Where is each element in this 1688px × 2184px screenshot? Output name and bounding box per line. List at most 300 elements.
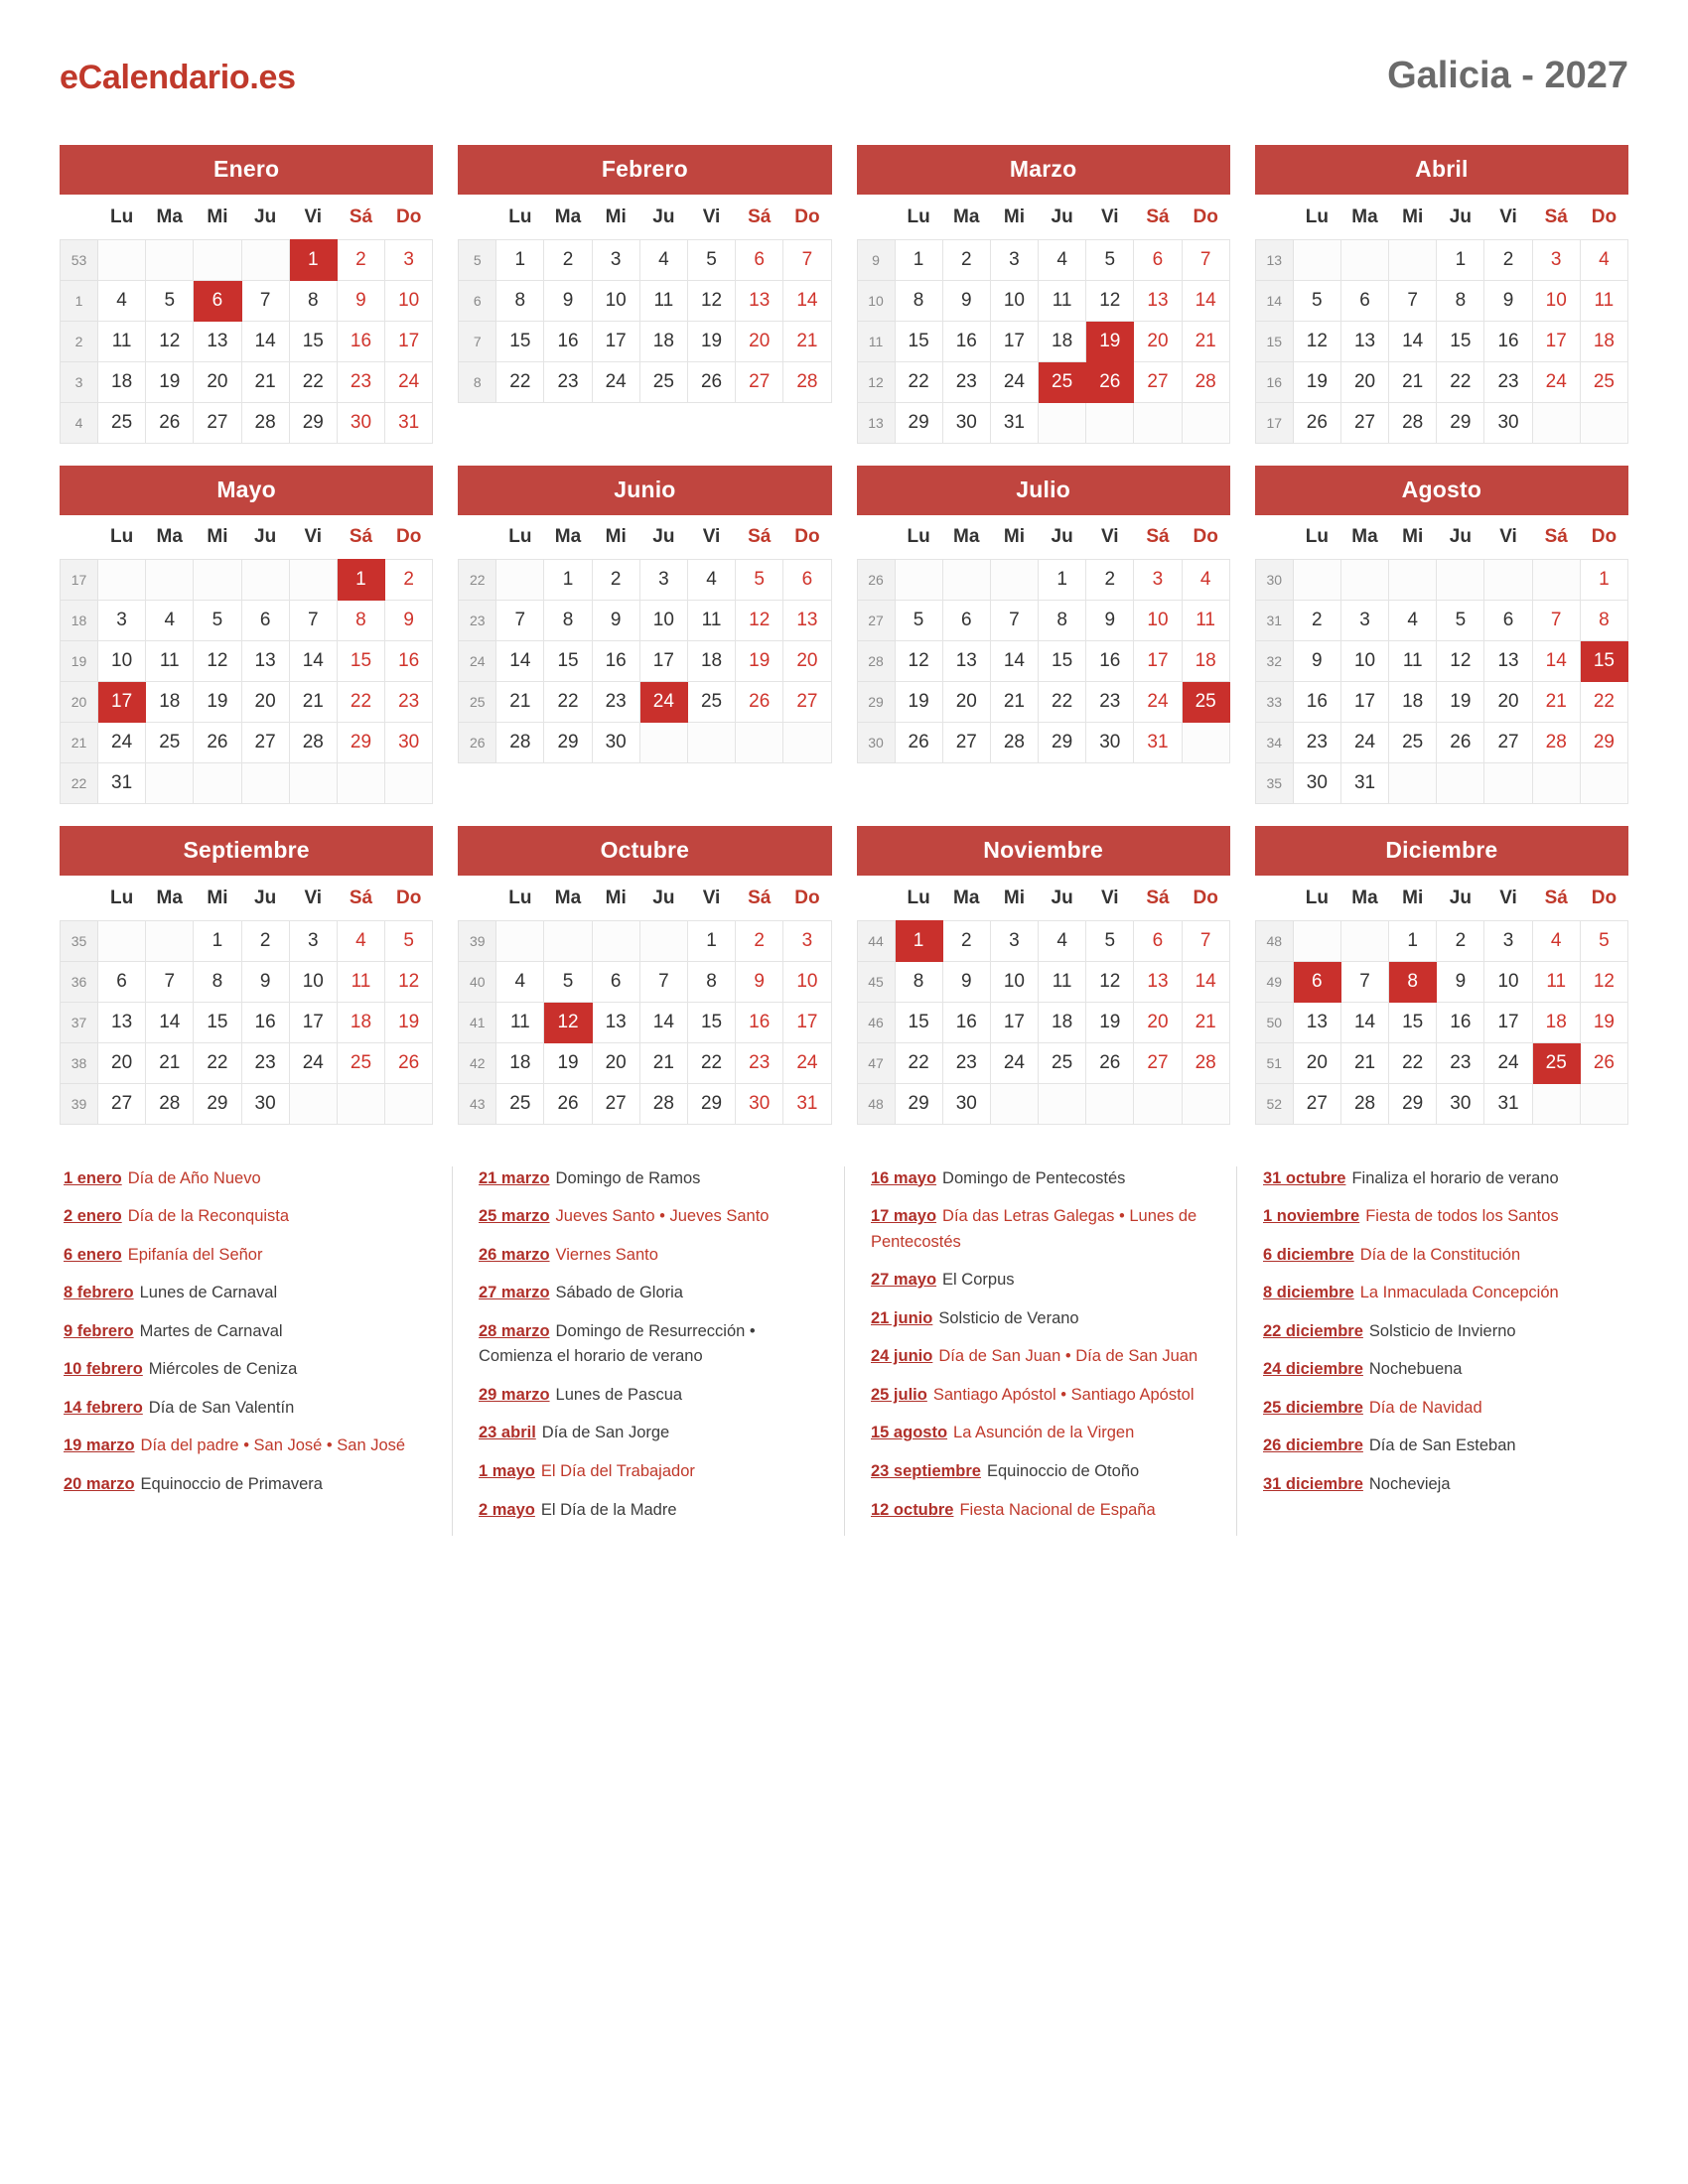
day-cell[interactable]: 22 (544, 682, 592, 723)
day-cell[interactable]: 14 (783, 280, 831, 321)
day-cell[interactable]: 1 (194, 920, 241, 961)
day-cell[interactable]: 11 (337, 961, 384, 1002)
day-cell[interactable]: 11 (496, 1002, 544, 1042)
day-cell[interactable]: 23 (1484, 361, 1532, 402)
day-cell[interactable]: 4 (496, 961, 544, 1002)
day-cell[interactable]: 30 (337, 402, 384, 443)
day-cell[interactable]: 21 (1389, 361, 1437, 402)
day-cell[interactable]: 12 (1086, 961, 1134, 1002)
day-cell[interactable]: 30 (736, 1083, 783, 1124)
day-cell[interactable]: 15 (1437, 321, 1484, 361)
day-cell[interactable]: 20 (736, 321, 783, 361)
day-cell[interactable]: 25 (1532, 1042, 1580, 1083)
day-cell[interactable]: 14 (1182, 280, 1229, 321)
day-cell[interactable]: 23 (544, 361, 592, 402)
day-cell[interactable]: 2 (1293, 601, 1340, 641)
day-cell[interactable]: 1 (687, 920, 735, 961)
day-cell[interactable]: 29 (544, 723, 592, 763)
day-cell[interactable]: 13 (1293, 1002, 1340, 1042)
day-cell[interactable]: 15 (544, 641, 592, 682)
holiday-date[interactable]: 21 junio (871, 1308, 933, 1327)
day-cell[interactable]: 28 (496, 723, 544, 763)
day-cell[interactable]: 20 (942, 682, 990, 723)
day-cell[interactable]: 31 (1134, 723, 1182, 763)
day-cell[interactable]: 8 (687, 961, 735, 1002)
day-cell[interactable]: 17 (98, 682, 146, 723)
day-cell[interactable]: 1 (1039, 560, 1086, 601)
day-cell[interactable]: 22 (895, 1042, 942, 1083)
day-cell[interactable]: 12 (1086, 280, 1134, 321)
day-cell[interactable]: 30 (1086, 723, 1134, 763)
day-cell[interactable]: 5 (385, 920, 433, 961)
day-cell[interactable]: 21 (1182, 1002, 1229, 1042)
day-cell[interactable]: 21 (1532, 682, 1580, 723)
day-cell[interactable]: 12 (385, 961, 433, 1002)
day-cell[interactable]: 6 (194, 280, 241, 321)
day-cell[interactable]: 7 (1532, 601, 1580, 641)
day-cell[interactable]: 2 (241, 920, 289, 961)
day-cell[interactable]: 5 (1293, 280, 1340, 321)
holiday-date[interactable]: 23 septiembre (871, 1462, 981, 1480)
day-cell[interactable]: 6 (942, 601, 990, 641)
day-cell[interactable]: 11 (1182, 601, 1229, 641)
day-cell[interactable]: 18 (1039, 321, 1086, 361)
day-cell[interactable]: 20 (1134, 321, 1182, 361)
day-cell[interactable]: 28 (990, 723, 1038, 763)
day-cell[interactable]: 16 (1086, 641, 1134, 682)
day-cell[interactable]: 6 (98, 961, 146, 1002)
holiday-date[interactable]: 2 mayo (479, 1500, 535, 1519)
day-cell[interactable]: 23 (1293, 723, 1340, 763)
holiday-date[interactable]: 14 febrero (64, 1398, 143, 1417)
day-cell[interactable]: 9 (942, 961, 990, 1002)
day-cell[interactable]: 6 (736, 239, 783, 280)
day-cell[interactable]: 28 (1532, 723, 1580, 763)
day-cell[interactable]: 20 (783, 641, 831, 682)
day-cell[interactable]: 27 (592, 1083, 639, 1124)
day-cell[interactable]: 13 (783, 601, 831, 641)
day-cell[interactable]: 17 (990, 321, 1038, 361)
day-cell[interactable]: 28 (1182, 361, 1229, 402)
day-cell[interactable]: 22 (496, 361, 544, 402)
day-cell[interactable]: 24 (1340, 723, 1388, 763)
holiday-date[interactable]: 24 diciembre (1263, 1360, 1363, 1379)
day-cell[interactable]: 12 (687, 280, 735, 321)
day-cell[interactable]: 4 (146, 601, 194, 641)
day-cell[interactable]: 9 (385, 601, 433, 641)
holiday-date[interactable]: 26 diciembre (1263, 1436, 1363, 1455)
day-cell[interactable]: 23 (942, 361, 990, 402)
day-cell[interactable]: 26 (1086, 361, 1134, 402)
day-cell[interactable]: 23 (736, 1042, 783, 1083)
day-cell[interactable]: 16 (942, 321, 990, 361)
day-cell[interactable]: 16 (1293, 682, 1340, 723)
day-cell[interactable]: 12 (736, 601, 783, 641)
day-cell[interactable]: 22 (687, 1042, 735, 1083)
day-cell[interactable]: 28 (639, 1083, 687, 1124)
day-cell[interactable]: 18 (337, 1002, 384, 1042)
day-cell[interactable]: 26 (1437, 723, 1484, 763)
day-cell[interactable]: 9 (1293, 641, 1340, 682)
day-cell[interactable]: 8 (1580, 601, 1627, 641)
day-cell[interactable]: 25 (687, 682, 735, 723)
day-cell[interactable]: 22 (194, 1042, 241, 1083)
day-cell[interactable]: 13 (98, 1002, 146, 1042)
day-cell[interactable]: 8 (1389, 961, 1437, 1002)
day-cell[interactable]: 7 (1389, 280, 1437, 321)
day-cell[interactable]: 8 (1039, 601, 1086, 641)
day-cell[interactable]: 4 (639, 239, 687, 280)
day-cell[interactable]: 25 (639, 361, 687, 402)
day-cell[interactable]: 29 (337, 723, 384, 763)
day-cell[interactable]: 14 (1182, 961, 1229, 1002)
day-cell[interactable]: 7 (1182, 920, 1229, 961)
day-cell[interactable]: 29 (1039, 723, 1086, 763)
holiday-date[interactable]: 20 marzo (64, 1475, 135, 1493)
day-cell[interactable]: 25 (1039, 1042, 1086, 1083)
day-cell[interactable]: 25 (146, 723, 194, 763)
day-cell[interactable]: 14 (1532, 641, 1580, 682)
day-cell[interactable]: 29 (687, 1083, 735, 1124)
day-cell[interactable]: 24 (1484, 1042, 1532, 1083)
day-cell[interactable]: 30 (1437, 1083, 1484, 1124)
day-cell[interactable]: 23 (1437, 1042, 1484, 1083)
day-cell[interactable]: 16 (337, 321, 384, 361)
day-cell[interactable]: 2 (1484, 239, 1532, 280)
day-cell[interactable]: 11 (687, 601, 735, 641)
holiday-date[interactable]: 31 diciembre (1263, 1475, 1363, 1493)
day-cell[interactable]: 9 (1437, 961, 1484, 1002)
day-cell[interactable]: 10 (783, 961, 831, 1002)
day-cell[interactable]: 31 (98, 763, 146, 804)
day-cell[interactable]: 14 (1389, 321, 1437, 361)
day-cell[interactable]: 4 (1182, 560, 1229, 601)
holiday-date[interactable]: 27 marzo (479, 1284, 550, 1302)
day-cell[interactable]: 22 (1039, 682, 1086, 723)
day-cell[interactable]: 31 (1484, 1083, 1532, 1124)
day-cell[interactable]: 6 (783, 560, 831, 601)
day-cell[interactable]: 21 (639, 1042, 687, 1083)
day-cell[interactable]: 24 (592, 361, 639, 402)
day-cell[interactable]: 16 (544, 321, 592, 361)
day-cell[interactable]: 2 (736, 920, 783, 961)
day-cell[interactable]: 5 (1086, 920, 1134, 961)
day-cell[interactable]: 13 (241, 641, 289, 682)
day-cell[interactable]: 3 (990, 239, 1038, 280)
day-cell[interactable]: 24 (289, 1042, 337, 1083)
day-cell[interactable]: 17 (639, 641, 687, 682)
day-cell[interactable]: 10 (592, 280, 639, 321)
day-cell[interactable]: 14 (1340, 1002, 1388, 1042)
holiday-date[interactable]: 2 enero (64, 1207, 122, 1226)
day-cell[interactable]: 3 (385, 239, 433, 280)
day-cell[interactable]: 25 (1182, 682, 1229, 723)
day-cell[interactable]: 11 (146, 641, 194, 682)
day-cell[interactable]: 5 (1086, 239, 1134, 280)
day-cell[interactable]: 26 (146, 402, 194, 443)
day-cell[interactable]: 13 (194, 321, 241, 361)
day-cell[interactable]: 31 (1340, 763, 1388, 804)
day-cell[interactable]: 22 (1580, 682, 1627, 723)
day-cell[interactable]: 15 (1580, 641, 1627, 682)
day-cell[interactable]: 6 (1293, 961, 1340, 1002)
day-cell[interactable]: 21 (1340, 1042, 1388, 1083)
day-cell[interactable]: 15 (337, 641, 384, 682)
day-cell[interactable]: 11 (1532, 961, 1580, 1002)
day-cell[interactable]: 1 (1389, 920, 1437, 961)
day-cell[interactable]: 7 (241, 280, 289, 321)
day-cell[interactable]: 24 (385, 361, 433, 402)
day-cell[interactable]: 24 (1532, 361, 1580, 402)
day-cell[interactable]: 26 (1086, 1042, 1134, 1083)
day-cell[interactable]: 26 (194, 723, 241, 763)
day-cell[interactable]: 14 (241, 321, 289, 361)
day-cell[interactable]: 13 (1134, 961, 1182, 1002)
holiday-date[interactable]: 1 enero (64, 1168, 122, 1187)
day-cell[interactable]: 18 (146, 682, 194, 723)
day-cell[interactable]: 11 (1389, 641, 1437, 682)
day-cell[interactable]: 8 (1437, 280, 1484, 321)
day-cell[interactable]: 19 (1580, 1002, 1627, 1042)
day-cell[interactable]: 18 (496, 1042, 544, 1083)
day-cell[interactable]: 1 (337, 560, 384, 601)
day-cell[interactable]: 7 (1182, 239, 1229, 280)
day-cell[interactable]: 28 (146, 1083, 194, 1124)
day-cell[interactable]: 18 (639, 321, 687, 361)
day-cell[interactable]: 20 (1293, 1042, 1340, 1083)
day-cell[interactable]: 5 (544, 961, 592, 1002)
day-cell[interactable]: 25 (98, 402, 146, 443)
day-cell[interactable]: 23 (592, 682, 639, 723)
day-cell[interactable]: 8 (895, 961, 942, 1002)
day-cell[interactable]: 16 (1484, 321, 1532, 361)
day-cell[interactable]: 6 (1484, 601, 1532, 641)
day-cell[interactable]: 17 (385, 321, 433, 361)
day-cell[interactable]: 1 (895, 239, 942, 280)
holiday-date[interactable]: 16 mayo (871, 1168, 937, 1187)
day-cell[interactable]: 18 (1039, 1002, 1086, 1042)
day-cell[interactable]: 5 (895, 601, 942, 641)
day-cell[interactable]: 26 (736, 682, 783, 723)
day-cell[interactable]: 17 (1532, 321, 1580, 361)
day-cell[interactable]: 12 (895, 641, 942, 682)
day-cell[interactable]: 18 (1580, 321, 1627, 361)
day-cell[interactable]: 6 (592, 961, 639, 1002)
day-cell[interactable]: 27 (1293, 1083, 1340, 1124)
day-cell[interactable]: 18 (1532, 1002, 1580, 1042)
day-cell[interactable]: 11 (1039, 280, 1086, 321)
day-cell[interactable]: 13 (736, 280, 783, 321)
day-cell[interactable]: 3 (1134, 560, 1182, 601)
day-cell[interactable]: 20 (592, 1042, 639, 1083)
day-cell[interactable]: 7 (639, 961, 687, 1002)
day-cell[interactable]: 8 (895, 280, 942, 321)
day-cell[interactable]: 29 (194, 1083, 241, 1124)
day-cell[interactable]: 10 (98, 641, 146, 682)
day-cell[interactable]: 17 (592, 321, 639, 361)
day-cell[interactable]: 12 (544, 1002, 592, 1042)
day-cell[interactable]: 26 (895, 723, 942, 763)
day-cell[interactable]: 20 (1134, 1002, 1182, 1042)
day-cell[interactable]: 16 (241, 1002, 289, 1042)
day-cell[interactable]: 9 (1484, 280, 1532, 321)
day-cell[interactable]: 6 (241, 601, 289, 641)
day-cell[interactable]: 30 (942, 1083, 990, 1124)
day-cell[interactable]: 19 (1437, 682, 1484, 723)
day-cell[interactable]: 22 (1437, 361, 1484, 402)
day-cell[interactable]: 19 (385, 1002, 433, 1042)
day-cell[interactable]: 7 (990, 601, 1038, 641)
day-cell[interactable]: 19 (736, 641, 783, 682)
day-cell[interactable]: 10 (1340, 641, 1388, 682)
day-cell[interactable]: 25 (1580, 361, 1627, 402)
day-cell[interactable]: 25 (496, 1083, 544, 1124)
holiday-date[interactable]: 27 mayo (871, 1271, 937, 1290)
day-cell[interactable]: 6 (1134, 920, 1182, 961)
holiday-date[interactable]: 10 febrero (64, 1360, 143, 1379)
holiday-date[interactable]: 8 febrero (64, 1284, 134, 1302)
day-cell[interactable]: 6 (1134, 239, 1182, 280)
day-cell[interactable]: 9 (592, 601, 639, 641)
day-cell[interactable]: 28 (289, 723, 337, 763)
day-cell[interactable]: 7 (783, 239, 831, 280)
day-cell[interactable]: 28 (1340, 1083, 1388, 1124)
day-cell[interactable]: 24 (1134, 682, 1182, 723)
holiday-date[interactable]: 25 diciembre (1263, 1398, 1363, 1417)
day-cell[interactable]: 18 (1182, 641, 1229, 682)
day-cell[interactable]: 24 (783, 1042, 831, 1083)
day-cell[interactable]: 10 (1484, 961, 1532, 1002)
day-cell[interactable]: 30 (241, 1083, 289, 1124)
holiday-date[interactable]: 29 marzo (479, 1385, 550, 1404)
day-cell[interactable]: 29 (1389, 1083, 1437, 1124)
day-cell[interactable]: 15 (496, 321, 544, 361)
day-cell[interactable]: 29 (895, 1083, 942, 1124)
day-cell[interactable]: 24 (639, 682, 687, 723)
day-cell[interactable]: 1 (1437, 239, 1484, 280)
holiday-date[interactable]: 23 abril (479, 1424, 536, 1442)
day-cell[interactable]: 28 (1182, 1042, 1229, 1083)
day-cell[interactable]: 16 (736, 1002, 783, 1042)
day-cell[interactable]: 4 (1039, 239, 1086, 280)
day-cell[interactable]: 15 (1389, 1002, 1437, 1042)
day-cell[interactable]: 11 (1039, 961, 1086, 1002)
day-cell[interactable]: 12 (194, 641, 241, 682)
holiday-date[interactable]: 25 julio (871, 1385, 927, 1404)
day-cell[interactable]: 13 (1134, 280, 1182, 321)
day-cell[interactable]: 22 (895, 361, 942, 402)
holiday-date[interactable]: 17 mayo (871, 1207, 937, 1226)
day-cell[interactable]: 8 (194, 961, 241, 1002)
day-cell[interactable]: 8 (337, 601, 384, 641)
day-cell[interactable]: 25 (1389, 723, 1437, 763)
holiday-date[interactable]: 6 diciembre (1263, 1245, 1354, 1264)
day-cell[interactable]: 13 (1484, 641, 1532, 682)
holiday-date[interactable]: 9 febrero (64, 1321, 134, 1340)
day-cell[interactable]: 5 (146, 280, 194, 321)
day-cell[interactable]: 27 (942, 723, 990, 763)
day-cell[interactable]: 24 (990, 1042, 1038, 1083)
day-cell[interactable]: 4 (1532, 920, 1580, 961)
day-cell[interactable]: 27 (1134, 361, 1182, 402)
day-cell[interactable]: 15 (895, 1002, 942, 1042)
day-cell[interactable]: 27 (1484, 723, 1532, 763)
day-cell[interactable]: 26 (544, 1083, 592, 1124)
day-cell[interactable]: 10 (289, 961, 337, 1002)
day-cell[interactable]: 7 (496, 601, 544, 641)
day-cell[interactable]: 22 (337, 682, 384, 723)
day-cell[interactable]: 26 (385, 1042, 433, 1083)
day-cell[interactable]: 15 (687, 1002, 735, 1042)
day-cell[interactable]: 16 (942, 1002, 990, 1042)
day-cell[interactable]: 5 (687, 239, 735, 280)
day-cell[interactable]: 14 (289, 641, 337, 682)
day-cell[interactable]: 27 (1340, 402, 1388, 443)
day-cell[interactable]: 22 (1389, 1042, 1437, 1083)
day-cell[interactable]: 7 (146, 961, 194, 1002)
day-cell[interactable]: 5 (194, 601, 241, 641)
day-cell[interactable]: 13 (592, 1002, 639, 1042)
day-cell[interactable]: 3 (592, 239, 639, 280)
day-cell[interactable]: 23 (385, 682, 433, 723)
day-cell[interactable]: 4 (1039, 920, 1086, 961)
day-cell[interactable]: 27 (98, 1083, 146, 1124)
day-cell[interactable]: 30 (385, 723, 433, 763)
day-cell[interactable]: 3 (1532, 239, 1580, 280)
day-cell[interactable]: 10 (639, 601, 687, 641)
holiday-date[interactable]: 1 noviembre (1263, 1207, 1360, 1226)
day-cell[interactable]: 2 (385, 560, 433, 601)
day-cell[interactable]: 15 (289, 321, 337, 361)
day-cell[interactable]: 19 (544, 1042, 592, 1083)
day-cell[interactable]: 5 (736, 560, 783, 601)
day-cell[interactable]: 20 (241, 682, 289, 723)
site-logo[interactable]: eCalendario.es (60, 59, 296, 96)
day-cell[interactable]: 9 (241, 961, 289, 1002)
day-cell[interactable]: 2 (544, 239, 592, 280)
day-cell[interactable]: 15 (1039, 641, 1086, 682)
day-cell[interactable]: 9 (736, 961, 783, 1002)
day-cell[interactable]: 28 (783, 361, 831, 402)
day-cell[interactable]: 13 (1340, 321, 1388, 361)
day-cell[interactable]: 14 (639, 1002, 687, 1042)
day-cell[interactable]: 16 (1437, 1002, 1484, 1042)
day-cell[interactable]: 4 (98, 280, 146, 321)
holiday-date[interactable]: 19 marzo (64, 1436, 135, 1455)
day-cell[interactable]: 24 (98, 723, 146, 763)
holiday-date[interactable]: 31 octubre (1263, 1168, 1346, 1187)
day-cell[interactable]: 3 (639, 560, 687, 601)
day-cell[interactable]: 11 (639, 280, 687, 321)
day-cell[interactable]: 3 (289, 920, 337, 961)
day-cell[interactable]: 12 (1437, 641, 1484, 682)
day-cell[interactable]: 17 (990, 1002, 1038, 1042)
day-cell[interactable]: 1 (1580, 560, 1627, 601)
day-cell[interactable]: 17 (1134, 641, 1182, 682)
day-cell[interactable]: 3 (1340, 601, 1388, 641)
day-cell[interactable]: 19 (1293, 361, 1340, 402)
day-cell[interactable]: 30 (1293, 763, 1340, 804)
day-cell[interactable]: 12 (1293, 321, 1340, 361)
day-cell[interactable]: 10 (1134, 601, 1182, 641)
day-cell[interactable]: 5 (1580, 920, 1627, 961)
day-cell[interactable]: 27 (194, 402, 241, 443)
day-cell[interactable]: 7 (289, 601, 337, 641)
day-cell[interactable]: 23 (241, 1042, 289, 1083)
day-cell[interactable]: 2 (337, 239, 384, 280)
day-cell[interactable]: 13 (942, 641, 990, 682)
day-cell[interactable]: 8 (496, 280, 544, 321)
